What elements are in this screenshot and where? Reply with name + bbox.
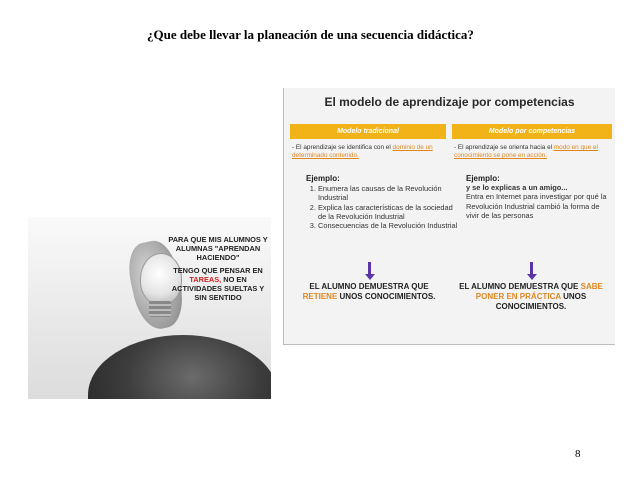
page-title: ¿Que debe llevar la planeación de una secuencia didáctica?	[147, 27, 474, 42]
photo-caption-line2-b: NO EN ACTIVIDADES SUELTAS Y SIN SENTIDO	[171, 275, 265, 302]
example-list-traditional	[306, 184, 458, 230]
result-competencias-a: EL ALUMNO DEMUESTRA QUE	[459, 282, 579, 291]
list-item: 2. Explica las características de la sociedad de la Revolución Industrial	[318, 203, 458, 222]
list-item: 1. Enumera las causas de la Revolución Industrial	[318, 184, 458, 203]
intro-traditional-text: - El aprendizaje se identifica con el	[292, 144, 391, 151]
competencias-slide	[283, 88, 615, 345]
example-body: Entra en Internet para investigar por qué la Revolución Industrial cambió la forma de vivir de las personas	[466, 192, 607, 220]
header-competencias: Modelo por competencias	[452, 124, 612, 139]
example-title-competencias: Ejemplo:	[466, 174, 500, 183]
photo-caption	[168, 235, 268, 306]
head-image	[88, 335, 271, 399]
slide-title: El modelo de aprendizaje por competencias	[324, 95, 575, 109]
result-traditional	[294, 282, 444, 302]
intro-traditional	[292, 144, 444, 160]
intro-competencias	[454, 144, 612, 160]
result-competencias-b: UNOS CONOCIMIENTOS.	[495, 292, 587, 311]
result-competencias	[456, 282, 606, 312]
result-traditional-b: UNOS CONOCIMIENTOS.	[339, 292, 436, 301]
example-bold-line: y se lo explicas a un amigo...	[466, 183, 568, 192]
example-title-traditional: Ejemplo:	[306, 174, 340, 183]
page-number: 8	[575, 448, 581, 460]
header-traditional: Modelo tradicional	[290, 124, 446, 139]
result-competencias-highlight: SABE PONER EN PRÁCTICA	[475, 282, 603, 301]
example-text-competencias	[466, 183, 614, 220]
result-traditional-a: EL ALUMNO DEMUESTRA QUE	[309, 282, 429, 291]
photo-caption-line2-a: TENGO QUE PENSAR EN	[173, 266, 263, 275]
photo-caption-line2	[168, 266, 268, 302]
lightbulb-photo	[28, 217, 271, 399]
intro-competencias-highlight: modo en que el conocimiento se pone en acción.	[454, 144, 598, 159]
intro-traditional-highlight: dominio de un determinado contenido.	[292, 144, 433, 159]
intro-competencias-text: - El aprendizaje se orienta hacia el	[454, 144, 553, 151]
photo-caption-line1: PARA QUE MIS ALUMNOS Y ALUMNAS "APRENDAN HACIENDO"	[168, 235, 268, 262]
photo-caption-highlight: TAREAS,	[189, 275, 222, 284]
list-item: 3. Consecuencias de la Revolución Industrial	[318, 221, 458, 230]
result-traditional-highlight: RETIENE	[302, 292, 338, 301]
